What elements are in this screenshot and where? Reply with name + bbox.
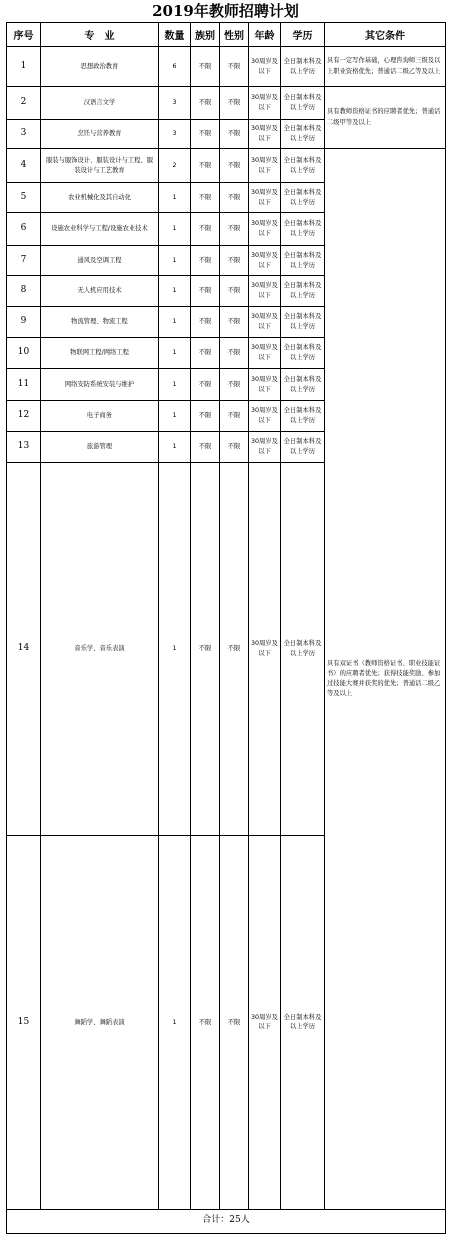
row-ethnic: 不限	[191, 369, 220, 401]
row-ethnic: 不限	[191, 338, 220, 369]
total-row	[7, 1209, 446, 1233]
row-count: 1	[159, 463, 191, 836]
row-education: 全日制本科及以上学历	[281, 369, 325, 401]
row-no: 3	[7, 120, 41, 149]
page-title: 2019年教师招聘计划	[152, 2, 299, 20]
row-ethnic: 不限	[191, 836, 220, 1209]
row-major: 无人机应用技术	[41, 276, 159, 307]
row-ethnic: 不限	[191, 276, 220, 307]
row-gender: 不限	[220, 213, 249, 246]
row-age: 30周岁及以下	[249, 47, 281, 87]
total-text: 合计：25人	[7, 1209, 446, 1233]
row-major: 网络安防系统安装与维护	[41, 369, 159, 401]
row-no: 6	[7, 213, 41, 246]
row-no: 8	[7, 276, 41, 307]
header-conditions: 其它条件	[325, 23, 446, 47]
recruitment-table	[6, 22, 446, 1234]
row-no: 9	[7, 307, 41, 338]
row-major: 思想政治教育	[41, 47, 159, 87]
row-gender: 不限	[220, 87, 249, 120]
row-gender: 不限	[220, 432, 249, 463]
row-education: 全日制本科及以上学历	[281, 149, 325, 183]
row-ethnic: 不限	[191, 47, 220, 87]
header-age: 年龄	[249, 23, 281, 47]
row-major: 汉语言文学	[41, 87, 159, 120]
row-age: 30周岁及以下	[249, 463, 281, 836]
row-major: 音乐学、音乐表演	[41, 463, 159, 836]
row-count: 1	[159, 338, 191, 369]
row-gender: 不限	[220, 463, 249, 836]
row-education: 全日制本科及以上学历	[281, 183, 325, 213]
row-no: 5	[7, 183, 41, 213]
row-age: 30周岁及以下	[249, 307, 281, 338]
row-major: 电子商务	[41, 401, 159, 432]
row-major: 物流管理、物流工程	[41, 307, 159, 338]
row-education: 全日制本科及以上学历	[281, 338, 325, 369]
row-age: 30周岁及以下	[249, 246, 281, 276]
row-count: 3	[159, 87, 191, 120]
row-gender: 不限	[220, 836, 249, 1209]
row-no: 14	[7, 463, 41, 836]
row-no: 11	[7, 369, 41, 401]
row-education: 全日制本科及以上学历	[281, 463, 325, 836]
condition-text: 具有一定写作基础，心理咨询师三级及以上职业资格优先；普通话二级乙等及以上	[325, 47, 446, 87]
row-age: 30周岁及以下	[249, 432, 281, 463]
row-age: 30周岁及以下	[249, 120, 281, 149]
row-major: 物联网工程/网络工程	[41, 338, 159, 369]
row-gender: 不限	[220, 401, 249, 432]
row-age: 30周岁及以下	[249, 369, 281, 401]
header-major: 专 业	[41, 23, 159, 47]
row-education: 全日制本科及以上学历	[281, 120, 325, 149]
header-education: 学历	[281, 23, 325, 47]
row-count: 6	[159, 47, 191, 87]
row-ethnic: 不限	[191, 463, 220, 836]
row-count: 1	[159, 183, 191, 213]
row-major: 舞蹈学、舞蹈表演	[41, 836, 159, 1209]
header-count: 数量	[159, 23, 191, 47]
header-no: 序号	[7, 23, 41, 47]
row-education: 全日制本科及以上学历	[281, 246, 325, 276]
row-major: 通风及空调工程	[41, 246, 159, 276]
row-ethnic: 不限	[191, 307, 220, 338]
table-row	[7, 47, 446, 87]
row-major: 旅游管理	[41, 432, 159, 463]
row-age: 30周岁及以下	[249, 87, 281, 120]
row-gender: 不限	[220, 183, 249, 213]
row-gender: 不限	[220, 369, 249, 401]
row-count: 1	[159, 401, 191, 432]
row-ethnic: 不限	[191, 246, 220, 276]
row-count: 1	[159, 307, 191, 338]
row-no: 1	[7, 47, 41, 87]
row-no: 7	[7, 246, 41, 276]
row-gender: 不限	[220, 149, 249, 183]
row-no: 10	[7, 338, 41, 369]
row-gender: 不限	[220, 246, 249, 276]
row-education: 全日制本科及以上学历	[281, 836, 325, 1209]
row-ethnic: 不限	[191, 213, 220, 246]
row-ethnic: 不限	[191, 183, 220, 213]
row-major: 设施农业科学与工程/设施农业技术	[41, 213, 159, 246]
row-count: 1	[159, 369, 191, 401]
row-education: 全日制本科及以上学历	[281, 432, 325, 463]
row-no: 12	[7, 401, 41, 432]
row-education: 全日制本科及以上学历	[281, 213, 325, 246]
row-age: 30周岁及以下	[249, 401, 281, 432]
header-ethnic: 族别	[191, 23, 220, 47]
row-ethnic: 不限	[191, 120, 220, 149]
row-major: 烹饪与营养教育	[41, 120, 159, 149]
header-gender: 性别	[220, 23, 249, 47]
row-age: 30周岁及以下	[249, 276, 281, 307]
row-gender: 不限	[220, 338, 249, 369]
table-row	[7, 149, 446, 183]
row-education: 全日制本科及以上学历	[281, 276, 325, 307]
header-row	[7, 23, 446, 47]
row-major: 服装与服饰设计、服装设计与工程、服装设计与工艺教育	[41, 149, 159, 183]
row-no: 13	[7, 432, 41, 463]
row-age: 30周岁及以下	[249, 338, 281, 369]
row-count: 1	[159, 213, 191, 246]
condition-text: 具有双证书（教师资格证书、职业技能证书）的应聘者优先；获得技能奖励、参加过技能大赛并获奖的优先；普通话二级乙等及以上	[325, 149, 446, 1210]
row-no: 15	[7, 836, 41, 1209]
row-no: 4	[7, 149, 41, 183]
row-count: 3	[159, 120, 191, 149]
row-age: 30周岁及以下	[249, 149, 281, 183]
row-ethnic: 不限	[191, 149, 220, 183]
row-education: 全日制本科及以上学历	[281, 47, 325, 87]
row-ethnic: 不限	[191, 401, 220, 432]
row-major: 农业机械化及其自动化	[41, 183, 159, 213]
row-ethnic: 不限	[191, 432, 220, 463]
row-age: 30周岁及以下	[249, 836, 281, 1209]
row-count: 1	[159, 432, 191, 463]
row-gender: 不限	[220, 276, 249, 307]
row-count: 2	[159, 149, 191, 183]
row-gender: 不限	[220, 120, 249, 149]
row-education: 全日制本科及以上学历	[281, 401, 325, 432]
row-ethnic: 不限	[191, 87, 220, 120]
row-count: 1	[159, 246, 191, 276]
row-no: 2	[7, 87, 41, 120]
row-count: 1	[159, 276, 191, 307]
condition-text: 具有教师资格证书的应聘者优先；普通话二级甲等及以上	[325, 87, 446, 149]
row-gender: 不限	[220, 307, 249, 338]
table-row	[7, 87, 446, 120]
row-gender: 不限	[220, 47, 249, 87]
row-age: 30周岁及以下	[249, 183, 281, 213]
row-education: 全日制本科及以上学历	[281, 87, 325, 120]
row-count: 1	[159, 836, 191, 1209]
row-education: 全日制本科及以上学历	[281, 307, 325, 338]
row-age: 30周岁及以下	[249, 213, 281, 246]
